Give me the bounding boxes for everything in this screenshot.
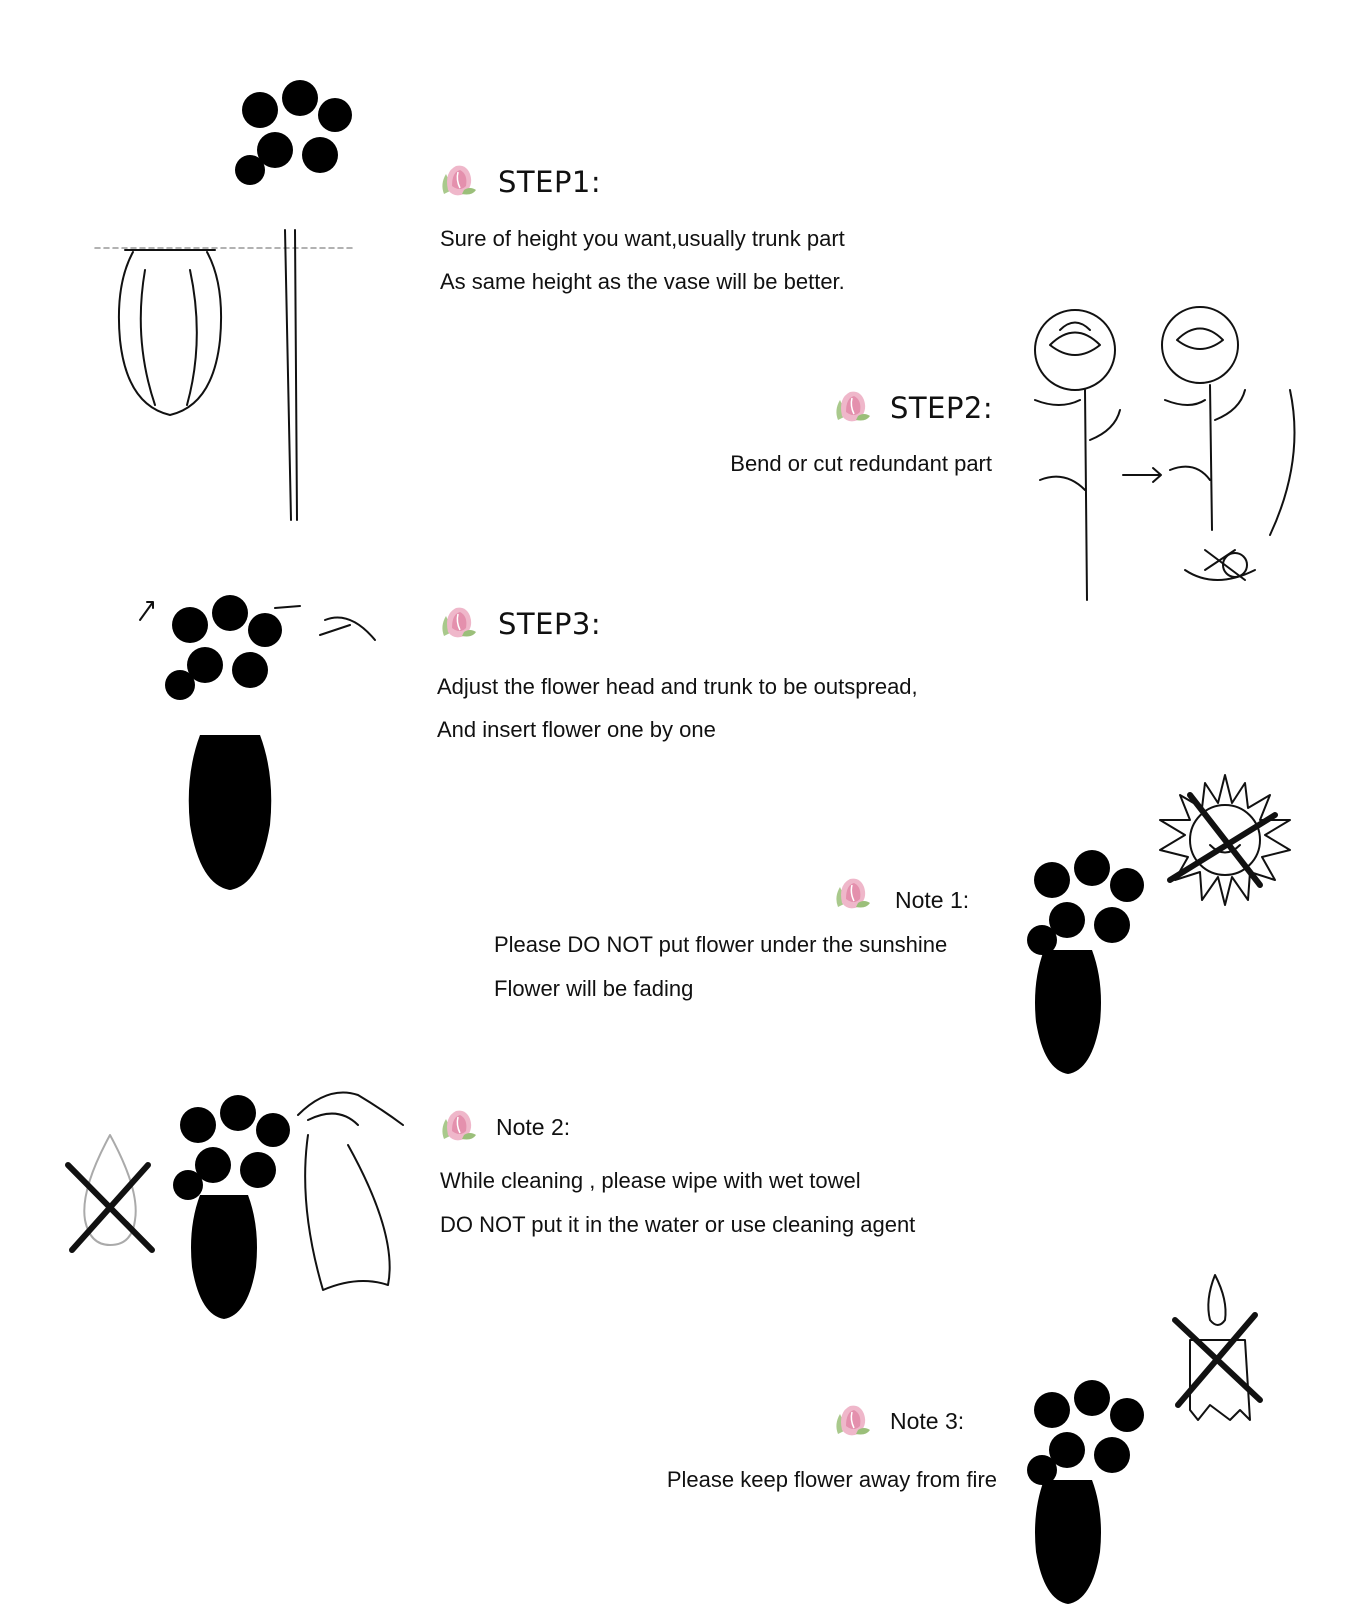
- step1-line-2: As same height as the vase will be better.: [440, 269, 845, 294]
- arranging-bouquet-illustration: [135, 580, 385, 910]
- note1-line-1: Please DO NOT put flower under the sunshine: [494, 932, 948, 957]
- no-sunshine-icon: [1160, 775, 1300, 915]
- step2-line-1: Bend or cut redundant part: [730, 451, 992, 476]
- note3-title: Note 3:: [890, 1408, 965, 1434]
- step1-line-1: Sure of height you want,usually trunk part: [440, 226, 845, 251]
- no-fire-icon: [1170, 1270, 1270, 1440]
- step3-line-2: And insert flower one by one: [437, 717, 716, 742]
- flower-icon: [830, 1400, 874, 1444]
- wiping-with-towel-illustration: [158, 1085, 408, 1315]
- flower-icon: [830, 386, 874, 430]
- bend-or-cut-stem-illustration: [1005, 300, 1305, 620]
- note2-line-1: While cleaning , please wipe with wet towel: [440, 1168, 861, 1193]
- vase-with-flowers-illustration: [1012, 1370, 1162, 1600]
- vase-and-flower-height-illustration: [95, 70, 365, 530]
- step3-line-1: Adjust the flower head and trunk to be outspread,: [437, 674, 918, 699]
- flower-icon: [830, 873, 874, 917]
- note2-line-2: DO NOT put it in the water or use cleaning agent: [440, 1212, 916, 1237]
- step3-title: STEP3:: [498, 607, 602, 641]
- no-water-icon: [60, 1130, 160, 1260]
- note1-line-2: Flower will be fading: [494, 976, 694, 1001]
- flower-icon: [436, 160, 480, 204]
- flower-icon: [436, 602, 480, 646]
- step1-title: STEP1:: [498, 165, 602, 199]
- step2-title: STEP2:: [890, 391, 994, 425]
- vase-with-flowers-illustration: [1012, 840, 1162, 1070]
- note3-line-1: Please keep flower away from fire: [666, 1467, 997, 1492]
- flower-icon: [436, 1105, 480, 1149]
- note2-title: Note 2:: [496, 1114, 571, 1140]
- note1-title: Note 1:: [895, 887, 970, 913]
